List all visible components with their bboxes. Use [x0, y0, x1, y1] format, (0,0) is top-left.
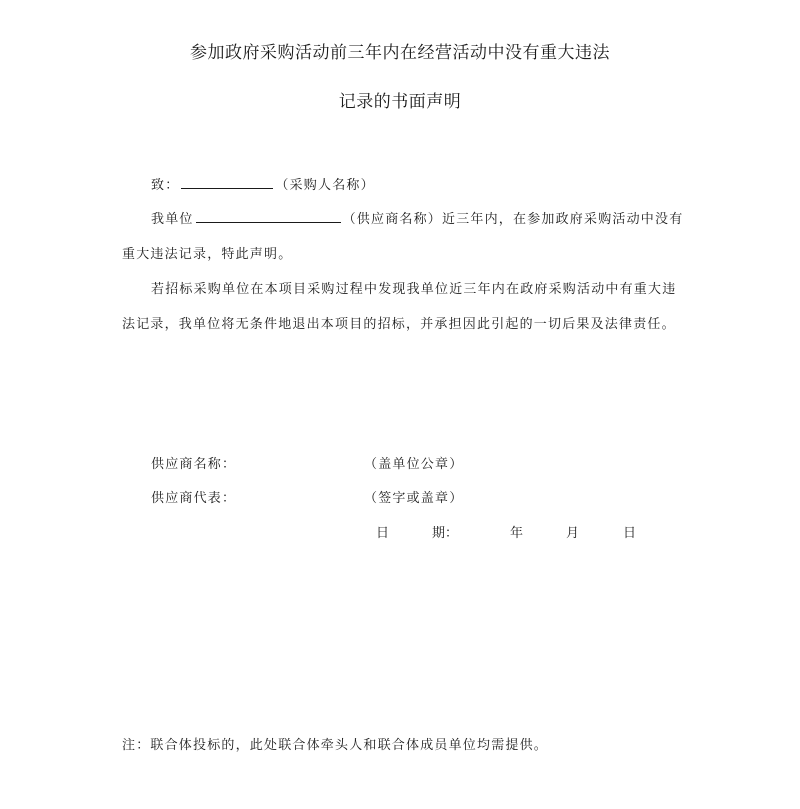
supplier-name-label: 供应商名称： — [151, 457, 237, 472]
undertaking-line2: 法记录，我单位将无条件地退出本项目的招标，并承担因此引起的一切后果及法律责任。 — [122, 317, 676, 332]
document-title-line1: 参加政府采购活动前三年内在经营活动中没有重大违法 — [190, 43, 610, 63]
supplier-name-blank[interactable] — [196, 209, 341, 223]
undertaking-line1: 若招标采购单位在本项目采购过程中发现我单位近三年内在政府采购活动中有重大违 — [151, 282, 677, 297]
supplier-rep-label: 供应商代表： — [151, 491, 237, 506]
statement-line2: 重大违法记录，特此声明。 — [122, 247, 293, 262]
addressee-suffix: （采购人名称） — [275, 178, 375, 193]
addressee-line — [151, 174, 375, 193]
document-title-line2: 记录的书面声明 — [338, 92, 462, 112]
date-month-label: 月 — [566, 526, 580, 541]
statement-suffix: （供应商名称）近三年内，在参加政府采购活动中没有 — [342, 212, 684, 227]
purchaser-name-blank[interactable] — [181, 175, 273, 189]
date-label-ri: 日 — [376, 526, 390, 541]
statement-line1 — [151, 208, 683, 227]
date-day-label: 日 — [623, 526, 637, 541]
addressee-prefix: 致： — [151, 178, 180, 193]
signature-note: （签字或盖章） — [364, 491, 464, 506]
date-year-label: 年 — [510, 526, 524, 541]
date-label-qi: 期： — [432, 526, 459, 541]
statement-prefix: 我单位 — [151, 212, 194, 227]
company-seal-note: （盖单位公章） — [364, 457, 464, 472]
footnote: 注：联合体投标的，此处联合体牵头人和联合体成员单位均需提供。 — [122, 738, 549, 753]
